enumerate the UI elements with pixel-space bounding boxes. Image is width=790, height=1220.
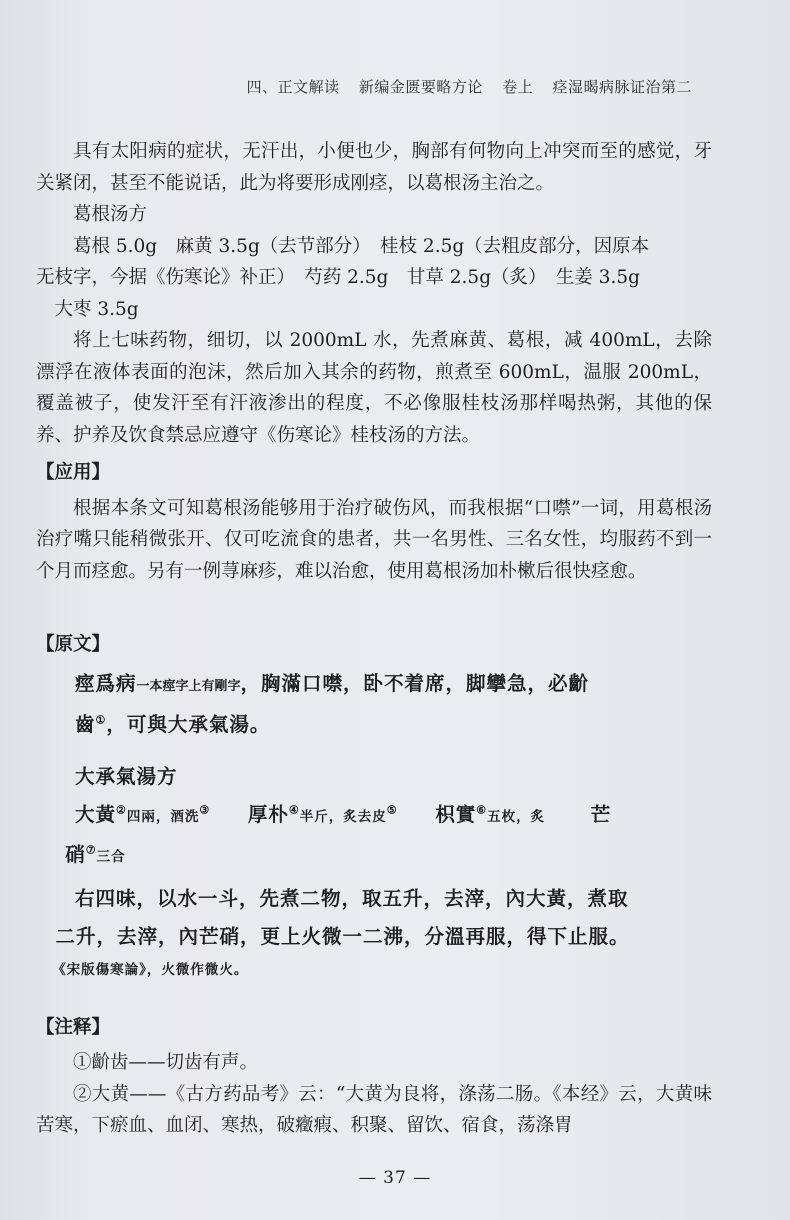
annotation-1: ①齘齿——切齿有声。 [73, 1052, 259, 1073]
header-section: 四、正文解读 [246, 78, 340, 96]
application-paragraph: 根据本条文可知葛根汤能够用于治疗破伤风，而我根据“口噤”一词，用葛根汤治疗嘴只能稍微张开、仅可吃流食的患者，共一名男性、三名女性，均服药不到一个月而痉愈。另有一例荨麻疹，难以治愈，使用葛根汤加朴樕后很快痉愈。 [36, 497, 712, 582]
header-book-title: 新编金匮要略方论 [358, 78, 483, 96]
application-heading: 【应用】 [36, 462, 111, 483]
original-text-heading: 【原文】 [36, 634, 111, 655]
annotation-2: ②大黄——《古方药品考》云：“大黄为良将，涤荡二肠。《本经》云，大黄味苦寒，下瘀血、血闭、寒热，破癥瘕、积聚、留饮、宿食，荡涤胃 [36, 1083, 712, 1136]
chengqi-method-note: 《宋版傷寒論》，火微作微火。 [52, 961, 249, 978]
chengqi-formula-title: 大承氣湯方 [75, 764, 178, 788]
gegen-ingredients-line-3: 大枣 3.5g [54, 298, 139, 320]
original-text-block [36, 665, 712, 744]
page-body [36, 136, 712, 1142]
running-header [233, 76, 692, 97]
gegen-ingredients-line-1: 葛根 5.0g 麻黄 3.5g（去节部分） 桂枝 2.5g（去粗皮部分，因原本 [73, 235, 650, 257]
original-inline-note: 一本痙字上有剛字 [136, 678, 241, 694]
header-chapter: 痉湿暍病脉证治第二 [552, 78, 692, 96]
header-volume: 卷上 [502, 78, 534, 96]
original-line-2: 齒①，可與大承氣湯。 [75, 712, 271, 736]
intro-paragraph: 具有太阳病的症状，无汗出，小便也少，胸部有何物向上冲突而至的感觉，牙关紧闭，甚至不能说话，此为将要形成刚痉，以葛根汤主治之。 [36, 141, 712, 194]
chengqi-method-line-1: 右四味，以水一斗，先煮二物，取五升，去滓，內大黃，煮取 [75, 886, 629, 910]
gegen-preparation-method: 将上七味药物，细切，以 2000mL 水，先煮麻黄、葛根，减 400mL，去除漂浮在液体表面的泡沫，然后加入其余的药物，煎煮至 600mL，温服 200mL，覆盖被子，使发汗至有汗液渗出的程度，不必像服桂枝汤那样喝热粥，其他的保养、护养及饮食禁忌应遵守《伤寒论》桂枝汤的方法。 [36, 330, 712, 446]
page-number: — 37 — [358, 1168, 432, 1188]
chengqi-method-line-2: 二升，去滓，內芒硝，更上火微一二沸，分溫再服，得下止服。 [55, 924, 630, 948]
original-line-1: 痙爲病一本痙字上有剛字，胸滿口噤，卧不着席，脚攣急，必齘 [75, 671, 590, 695]
gegen-ingredients-line-2: 无枝字，今据《伤寒论》补正） 芍药 2.5g 甘草 2.5g（炙） 生姜 3.5g [36, 267, 640, 288]
chengqi-ingredients-line-2: 硝⑦三合 [65, 842, 126, 866]
footnote-marker: ① [95, 713, 107, 726]
gegen-formula-title: 葛根汤方 [73, 204, 148, 225]
chengqi-ingredients-line-1: 大黃②四兩，酒洗③ 厚朴④半斤，炙去皮⑤ 枳實⑥五枚，炙 芒 [75, 802, 612, 826]
chengqi-formula-block [36, 758, 712, 984]
annotations-heading: 【注释】 [36, 1016, 111, 1038]
